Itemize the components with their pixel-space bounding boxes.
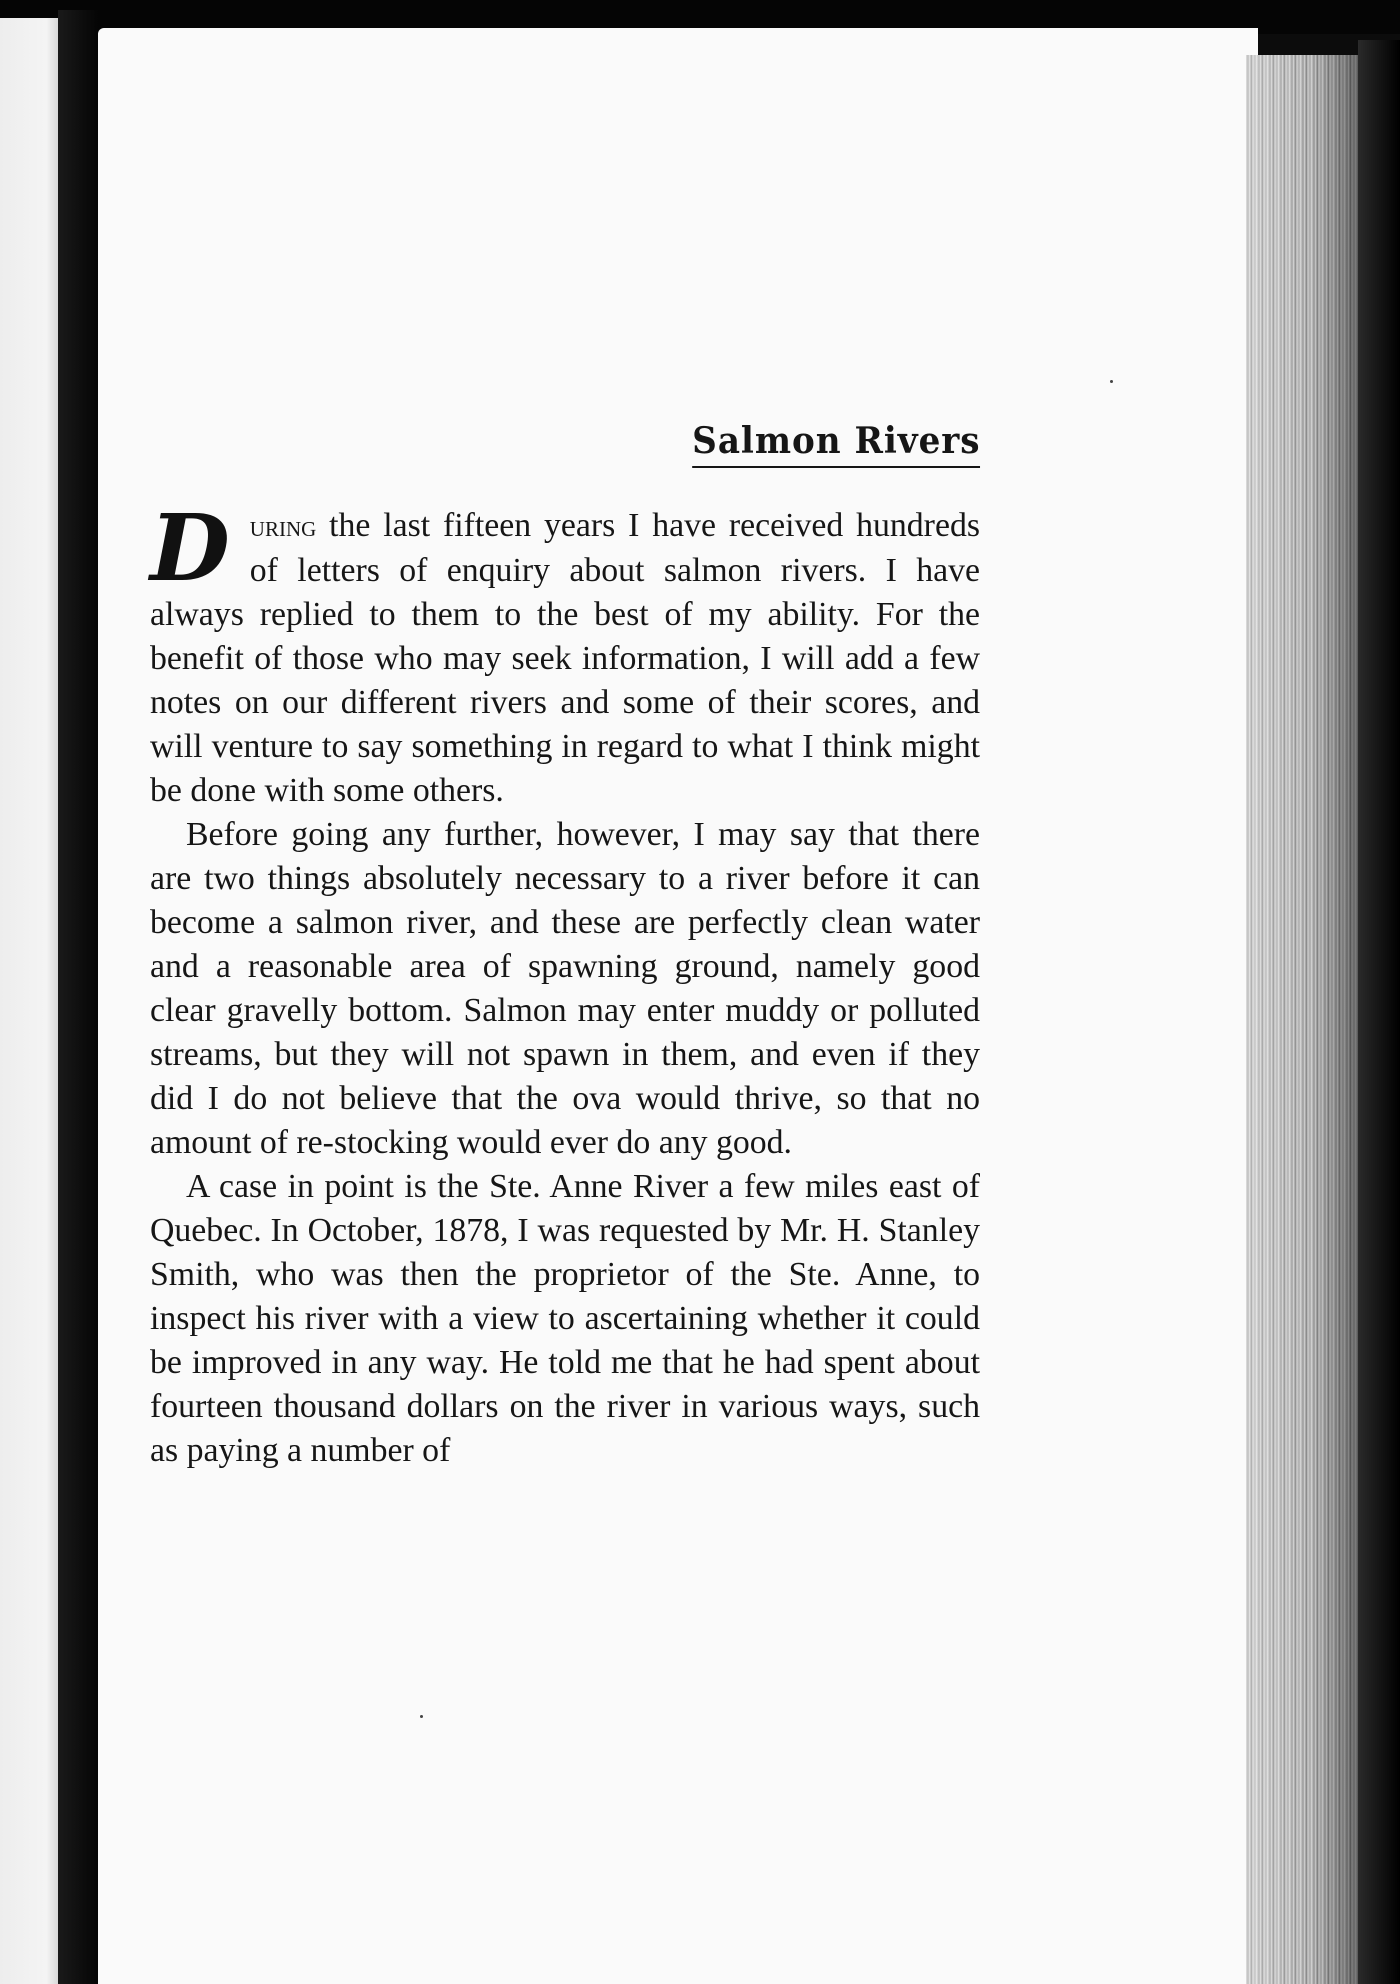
- paragraph-1-text: the last fifteen years I have received hundreds of letters of enquiry about salmon rivers. I have always replied to them to the best of my ability. For the benefit of those who may seek information, I will add a few notes on our different rivers and some of their scores, and will venture to say something in regard to what I think might be done with some others.: [150, 507, 980, 809]
- speck: [420, 1715, 423, 1718]
- paragraph-1: [150, 494, 980, 813]
- paragraph-2: Before going any further, however, I may say that there are two things absolutely necessary to a river before it can become a salmon river, and these are perfectly clean water and a reasonable area of spawning ground, namely good clear gravelly bottom. Salmon may enter muddy or polluted streams, but they will not spawn in them, and even if they did I do not believe that the ova would thrive, so that no amount of re-stocking would ever do any good.: [150, 816, 980, 1161]
- page-text-block: [150, 420, 980, 1473]
- drop-cap: D: [150, 494, 230, 602]
- paragraph-3: A case in point is the Ste. Anne River a few miles east of Quebec. In October, 1878, I was requested by Mr. H. Stanley Smith, who was then the proprietor of the Ste. Anne, to inspect his river with a view to ascertaining whether it could be improved in any way. He told me that he had spent about fourteen thousand dollars on the river in various ways, such as paying a number of: [150, 1168, 980, 1469]
- book-gutter: [58, 10, 98, 1984]
- speck: [1110, 380, 1113, 383]
- running-title: Salmon Rivers: [692, 420, 980, 468]
- opening-smallcaps: uring: [249, 510, 317, 543]
- scan-right-border: [1358, 40, 1400, 1984]
- page-stack-edge: [1246, 55, 1358, 1984]
- previous-page-edge: [0, 18, 58, 1984]
